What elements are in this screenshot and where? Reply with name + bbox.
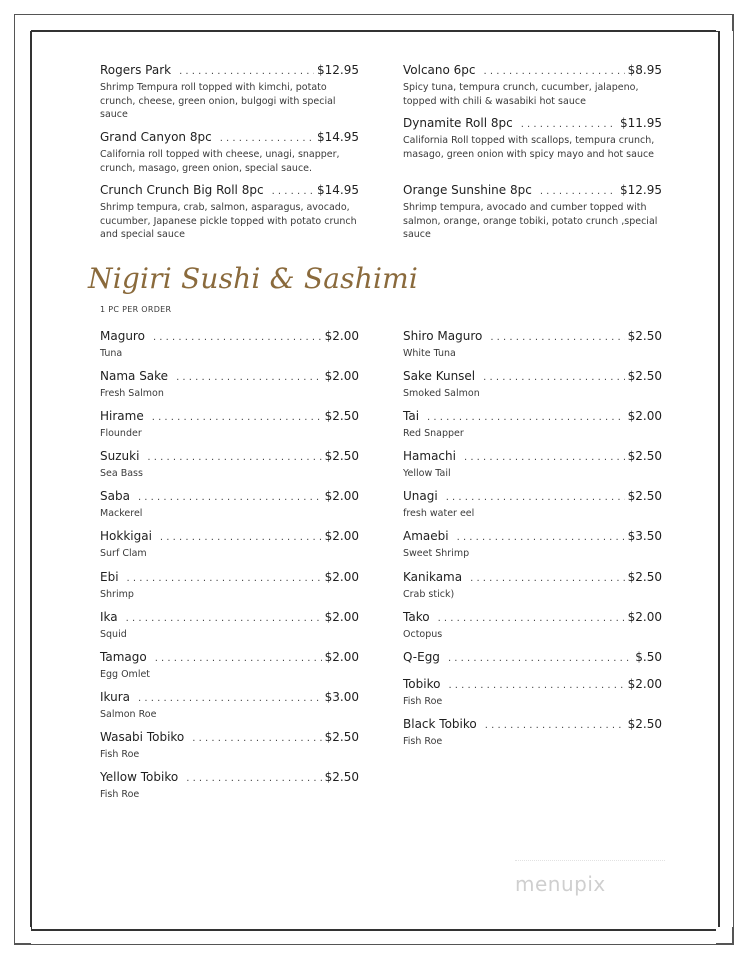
dot-leader xyxy=(448,678,624,694)
item-name: Ikura xyxy=(100,690,131,704)
menu-item xyxy=(403,62,662,108)
item-name: Hokkigai xyxy=(100,529,152,543)
item-price: $8.95 xyxy=(627,63,662,77)
dot-leader xyxy=(186,771,321,787)
menu-item xyxy=(100,689,359,722)
item-price: $2.00 xyxy=(324,529,359,543)
item-price: $2.50 xyxy=(324,409,359,423)
dot-leader xyxy=(464,450,625,466)
menu-item xyxy=(100,448,359,481)
item-price: $2.50 xyxy=(627,449,662,463)
item-price: $2.50 xyxy=(627,570,662,584)
item-description: Red Snapper xyxy=(403,428,464,439)
menu-item xyxy=(100,129,359,175)
dot-leader xyxy=(155,651,322,667)
menu-item xyxy=(403,488,662,521)
item-price: $2.00 xyxy=(324,489,359,503)
menu-item xyxy=(100,408,359,441)
menu-item xyxy=(100,649,359,682)
item-price: $2.00 xyxy=(324,570,359,584)
item-description: Sweet Shrimp xyxy=(403,548,470,559)
item-price: $2.50 xyxy=(324,449,359,463)
item-description: Spicy tuna, tempura crunch, cucumber, jalapeno, topped with chili & wasabiki hot sauce xyxy=(403,82,639,107)
item-price: $3.00 xyxy=(324,690,359,704)
item-name: Hamachi xyxy=(403,449,456,463)
item-name: Unagi xyxy=(403,489,438,503)
dot-leader xyxy=(176,370,322,386)
item-name: Hirame xyxy=(100,409,144,423)
item-description: Shrimp tempura, avocado and cumber topped with salmon, orange, orange tobiki, potato crunch ,special sauce xyxy=(403,202,658,240)
dot-leader xyxy=(138,490,322,506)
dot-leader xyxy=(147,450,321,466)
item-name: Ebi xyxy=(100,570,119,584)
item-description: Flounder xyxy=(100,428,142,439)
corner-ornament xyxy=(716,14,733,31)
item-description: White Tuna xyxy=(403,348,456,359)
menu-item xyxy=(100,328,359,361)
item-price: $2.50 xyxy=(324,770,359,784)
section-title: Nigiri Sushi & Sashimi xyxy=(88,262,419,295)
item-price: $2.50 xyxy=(324,730,359,744)
dot-leader xyxy=(483,370,625,386)
item-name: Orange Sunshine 8pc xyxy=(403,183,532,197)
watermark-logo: menupix xyxy=(515,872,606,896)
item-name: Volcano 6pc xyxy=(403,63,476,77)
item-description: Squid xyxy=(100,629,127,640)
menu-item xyxy=(403,676,662,709)
item-name: Dynamite Roll 8pc xyxy=(403,116,513,130)
item-name: Yellow Tobiko xyxy=(100,770,179,784)
menu-item xyxy=(403,368,662,401)
item-name: Black Tobiko xyxy=(403,717,477,731)
dot-leader xyxy=(540,184,617,200)
dot-leader xyxy=(138,691,322,707)
menu-item xyxy=(403,182,662,242)
menu-item xyxy=(403,649,662,667)
dot-leader xyxy=(272,184,314,200)
item-name: Wasabi Tobiko xyxy=(100,730,185,744)
dot-leader xyxy=(470,571,625,587)
corner-ornament xyxy=(14,927,31,944)
item-description: Sea Bass xyxy=(100,468,143,479)
item-name: Crunch Crunch Big Roll 8pc xyxy=(100,183,264,197)
item-description: Mackerel xyxy=(100,508,143,519)
dot-leader xyxy=(152,410,322,426)
item-description: Yellow Tail xyxy=(403,468,451,479)
item-name: Grand Canyon 8pc xyxy=(100,130,212,144)
item-name: Nama Sake xyxy=(100,369,169,383)
item-description: Salmon Roe xyxy=(100,709,157,720)
dot-leader xyxy=(192,731,321,747)
corner-ornament xyxy=(14,14,31,31)
item-price: $2.00 xyxy=(324,610,359,624)
item-price: $2.00 xyxy=(627,409,662,423)
item-price: $2.50 xyxy=(627,369,662,383)
item-description: Fish Roe xyxy=(100,789,140,800)
item-price: $12.95 xyxy=(620,183,662,197)
item-name: Q-Egg xyxy=(403,650,440,664)
item-description: Surf Clam xyxy=(100,548,147,559)
item-description: Shrimp Tempura roll topped with kimchi, potato crunch, cheese, green onion, bulgogi with special sauce xyxy=(100,82,336,120)
menu-item xyxy=(403,448,662,481)
item-price: $14.95 xyxy=(317,130,359,144)
item-name: Tako xyxy=(403,610,430,624)
item-name: Suzuki xyxy=(100,449,140,463)
item-price: $2.00 xyxy=(627,610,662,624)
item-name: Tobiko xyxy=(403,677,441,691)
item-name: Tamago xyxy=(100,650,147,664)
menu-item xyxy=(403,115,662,161)
item-description: Egg Omlet xyxy=(100,669,151,680)
item-name: Amaebi xyxy=(403,529,449,543)
item-name: Shiro Maguro xyxy=(403,329,483,343)
dot-leader xyxy=(484,64,625,80)
item-price: $14.95 xyxy=(317,183,359,197)
menu-item xyxy=(100,569,359,602)
menu-item xyxy=(403,528,662,561)
menu-item xyxy=(403,569,662,602)
item-price: $2.00 xyxy=(324,650,359,664)
dot-leader xyxy=(448,651,632,667)
menu-item xyxy=(403,716,662,749)
dot-leader xyxy=(427,410,625,426)
item-description: Fish Roe xyxy=(100,749,140,760)
item-description: California Roll topped with scallops, tempura crunch, masago, green onion with spicy mayo and hot sauce xyxy=(403,135,655,160)
item-description: Fresh Salmon xyxy=(100,388,164,399)
menu-item xyxy=(100,182,359,242)
menu-item xyxy=(100,609,359,642)
menu-item xyxy=(403,328,662,361)
item-price: $12.95 xyxy=(317,63,359,77)
dot-leader xyxy=(220,131,314,147)
dot-leader xyxy=(446,490,625,506)
item-price: $2.00 xyxy=(627,677,662,691)
item-name: Tai xyxy=(403,409,420,423)
item-price: $2.50 xyxy=(627,489,662,503)
item-name: Ika xyxy=(100,610,118,624)
item-description: California roll topped with cheese, unagi, snapper, crunch, masago, green onion, special sauce. xyxy=(100,149,340,174)
menu-item xyxy=(100,488,359,521)
dot-leader xyxy=(153,330,322,346)
item-description: Shrimp xyxy=(100,589,134,600)
item-description: Octopus xyxy=(403,629,443,640)
item-description: Fish Roe xyxy=(403,696,443,707)
item-price: $11.95 xyxy=(620,116,662,130)
item-description: fresh water eel xyxy=(403,508,475,519)
item-price: $2.50 xyxy=(627,329,662,343)
item-description: Tuna xyxy=(100,348,123,359)
item-name: Saba xyxy=(100,489,130,503)
dot-leader xyxy=(521,117,617,133)
item-description: Crab stick) xyxy=(403,589,455,600)
menu-item xyxy=(100,769,359,802)
menu-item xyxy=(100,62,359,122)
item-name: Kanikama xyxy=(403,570,463,584)
dot-leader xyxy=(179,64,314,80)
dot-leader xyxy=(160,530,322,546)
item-price: $2.50 xyxy=(627,717,662,731)
dot-leader xyxy=(490,330,624,346)
item-name: Maguro xyxy=(100,329,145,343)
item-description: Fish Roe xyxy=(403,736,443,747)
item-price: $2.00 xyxy=(324,369,359,383)
item-name: Sake Kunsel xyxy=(403,369,476,383)
item-price: $3.50 xyxy=(627,529,662,543)
menu-item xyxy=(403,408,662,441)
item-name: Rogers Park xyxy=(100,63,172,77)
dot-leader xyxy=(457,530,625,546)
menu-item xyxy=(100,528,359,561)
menu-item xyxy=(403,609,662,642)
dot-leader xyxy=(126,611,322,627)
item-price: $.50 xyxy=(635,650,662,664)
menu-item xyxy=(100,368,359,401)
item-price: $2.00 xyxy=(324,329,359,343)
item-description: Shrimp tempura, crab, salmon, asparagus, avocado, cucumber, Japanese pickle topped with potato crunch and special sauce xyxy=(100,202,357,240)
watermark-rule xyxy=(515,860,665,861)
dot-leader xyxy=(485,718,625,734)
section-note: 1 PC PER ORDER xyxy=(100,305,172,314)
dot-leader xyxy=(127,571,322,587)
corner-ornament xyxy=(716,927,733,944)
menu-item xyxy=(100,729,359,762)
item-description: Smoked Salmon xyxy=(403,388,480,399)
dot-leader xyxy=(438,611,625,627)
